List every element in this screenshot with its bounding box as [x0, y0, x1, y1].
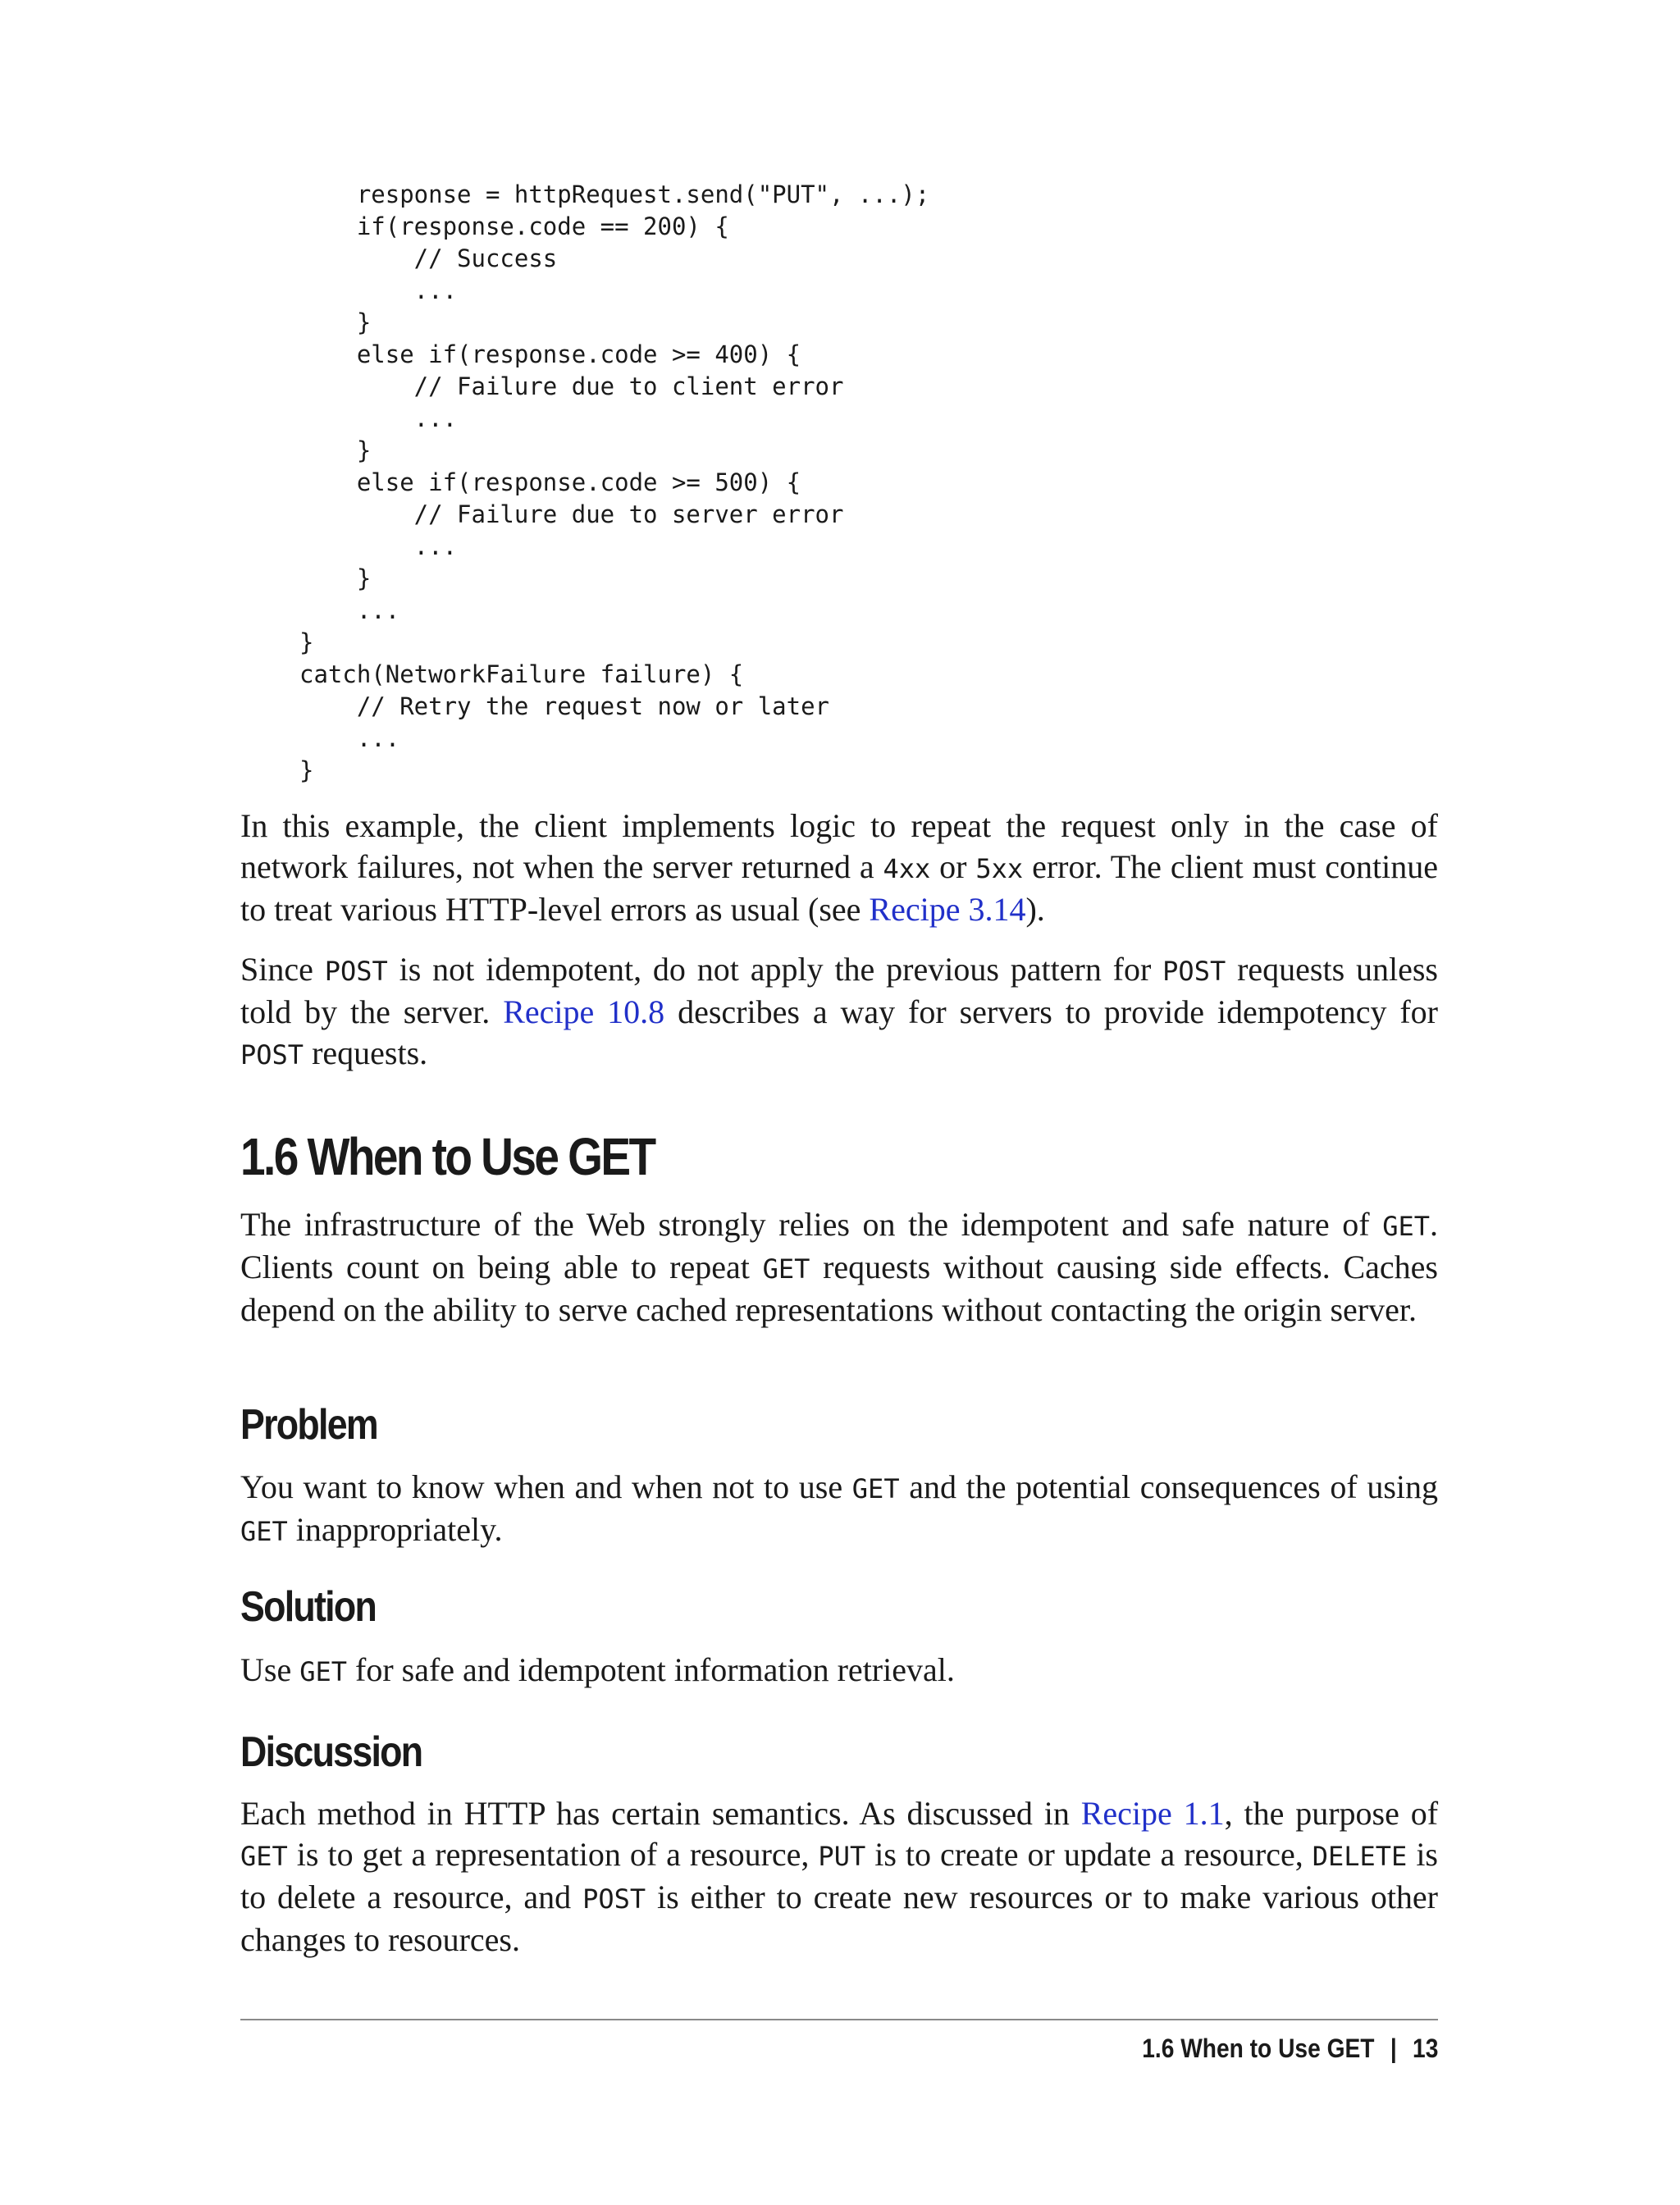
text: is not idempotent, do not apply the previous pattern for — [387, 951, 1163, 988]
code-line: // Retry the request now or later — [299, 692, 830, 720]
text: requests unless told by the server. — [240, 951, 1438, 1030]
footer-section-title: 1.6 When to Use GET — [1141, 2034, 1375, 2063]
recipe-link[interactable]: Recipe 1.1 — [1080, 1795, 1225, 1832]
code-line: // Failure due to client error — [299, 372, 844, 400]
inline-code: GET — [762, 1253, 810, 1285]
text: requests without causing side effects. Caches depend on the ability to serve cached representations without contacting the origin server. — [240, 1249, 1438, 1328]
text: is to delete a resource, and — [240, 1836, 1439, 1915]
page-number: 13 — [1412, 2034, 1438, 2063]
text: Each method in HTTP has certain semantics. As discussed in — [240, 1795, 1081, 1832]
code-line: } — [299, 628, 314, 656]
inline-code: POST — [1162, 956, 1226, 987]
text: ). — [1025, 891, 1045, 928]
inline-code: GET — [299, 1656, 348, 1687]
inline-code: PUT — [818, 1841, 866, 1872]
text: The infrastructure of the Web strongly relies on the idempotent and safe nature of — [240, 1206, 1383, 1243]
code-line: // Success — [299, 244, 558, 272]
inline-code: POST — [582, 1883, 646, 1915]
paragraph-intro — [240, 1204, 1438, 1331]
paragraph-post-idempotency — [240, 949, 1438, 1075]
code-line: catch(NetworkFailure failure) { — [299, 660, 744, 688]
code-line: else if(response.code >= 500) { — [299, 468, 801, 496]
text: In this example, the client implements logic to repeat the request only in the case of network failures, not when the server returned a — [240, 807, 1438, 885]
text: . Clients count on being able to repeat — [240, 1206, 1438, 1285]
text: inappropriately. — [287, 1511, 503, 1548]
paragraph-discussion — [240, 1793, 1438, 1961]
code-line: ... — [299, 276, 458, 304]
problem-heading: Problem — [240, 1401, 377, 1449]
code-block — [299, 179, 929, 787]
text: error. The client must continue to treat various HTTP-level errors as usual (see — [240, 848, 1438, 928]
paragraph-problem — [240, 1467, 1438, 1552]
inline-code: GET — [240, 1841, 288, 1872]
inline-code: POST — [240, 1039, 304, 1071]
code-line: } — [299, 308, 372, 336]
text: Use — [240, 1651, 300, 1688]
code-line: ... — [299, 724, 400, 752]
code-line: ... — [299, 404, 458, 432]
code-line: // Failure due to server error — [299, 500, 844, 528]
text: is either to create new resources or to make various other changes to resources. — [240, 1879, 1439, 1958]
code-line: ... — [299, 532, 458, 560]
text: and the potential consequences of using — [899, 1468, 1438, 1505]
code-line: } — [299, 756, 314, 784]
inline-code: GET — [1382, 1211, 1430, 1242]
text: is to create or update a resource, — [865, 1836, 1312, 1873]
discussion-heading: Discussion — [240, 1728, 422, 1776]
text: or — [930, 848, 976, 885]
text: , the purpose of — [1224, 1795, 1439, 1832]
recipe-link[interactable]: Recipe 3.14 — [869, 891, 1026, 928]
section-title: 1.6 When to Use GET — [240, 1127, 655, 1186]
footer-separator: | — [1390, 2034, 1397, 2063]
code-line: response = httpRequest.send("PUT", ...); — [299, 180, 930, 208]
recipe-link[interactable]: Recipe 10.8 — [503, 993, 665, 1030]
inline-code: GET — [240, 1516, 288, 1547]
inline-code: 5xx — [975, 853, 1024, 884]
inline-code: GET — [851, 1473, 900, 1504]
text: for safe and idempotent information retrieval. — [347, 1651, 955, 1688]
code-line: } — [299, 564, 372, 592]
paragraph-solution — [240, 1650, 1438, 1692]
inline-code: DELETE — [1312, 1841, 1408, 1872]
solution-heading: Solution — [240, 1583, 377, 1631]
text: requests. — [304, 1034, 428, 1071]
text: You want to know when and when not to use — [240, 1468, 852, 1505]
paragraph-network-failures — [240, 806, 1438, 930]
code-line: ... — [299, 596, 400, 624]
inline-code: 4xx — [883, 853, 931, 884]
text: describes a way for servers to provide idempotency for — [664, 993, 1439, 1030]
footer-divider — [240, 2019, 1438, 2020]
code-line: if(response.code == 200) { — [299, 212, 729, 240]
inline-code: POST — [324, 956, 388, 987]
text: Since — [240, 951, 325, 988]
page-footer — [1142, 2030, 1438, 2066]
code-line: else if(response.code >= 400) { — [299, 340, 801, 368]
code-line: } — [299, 436, 372, 464]
text: is to get a representation of a resource, — [287, 1836, 819, 1873]
